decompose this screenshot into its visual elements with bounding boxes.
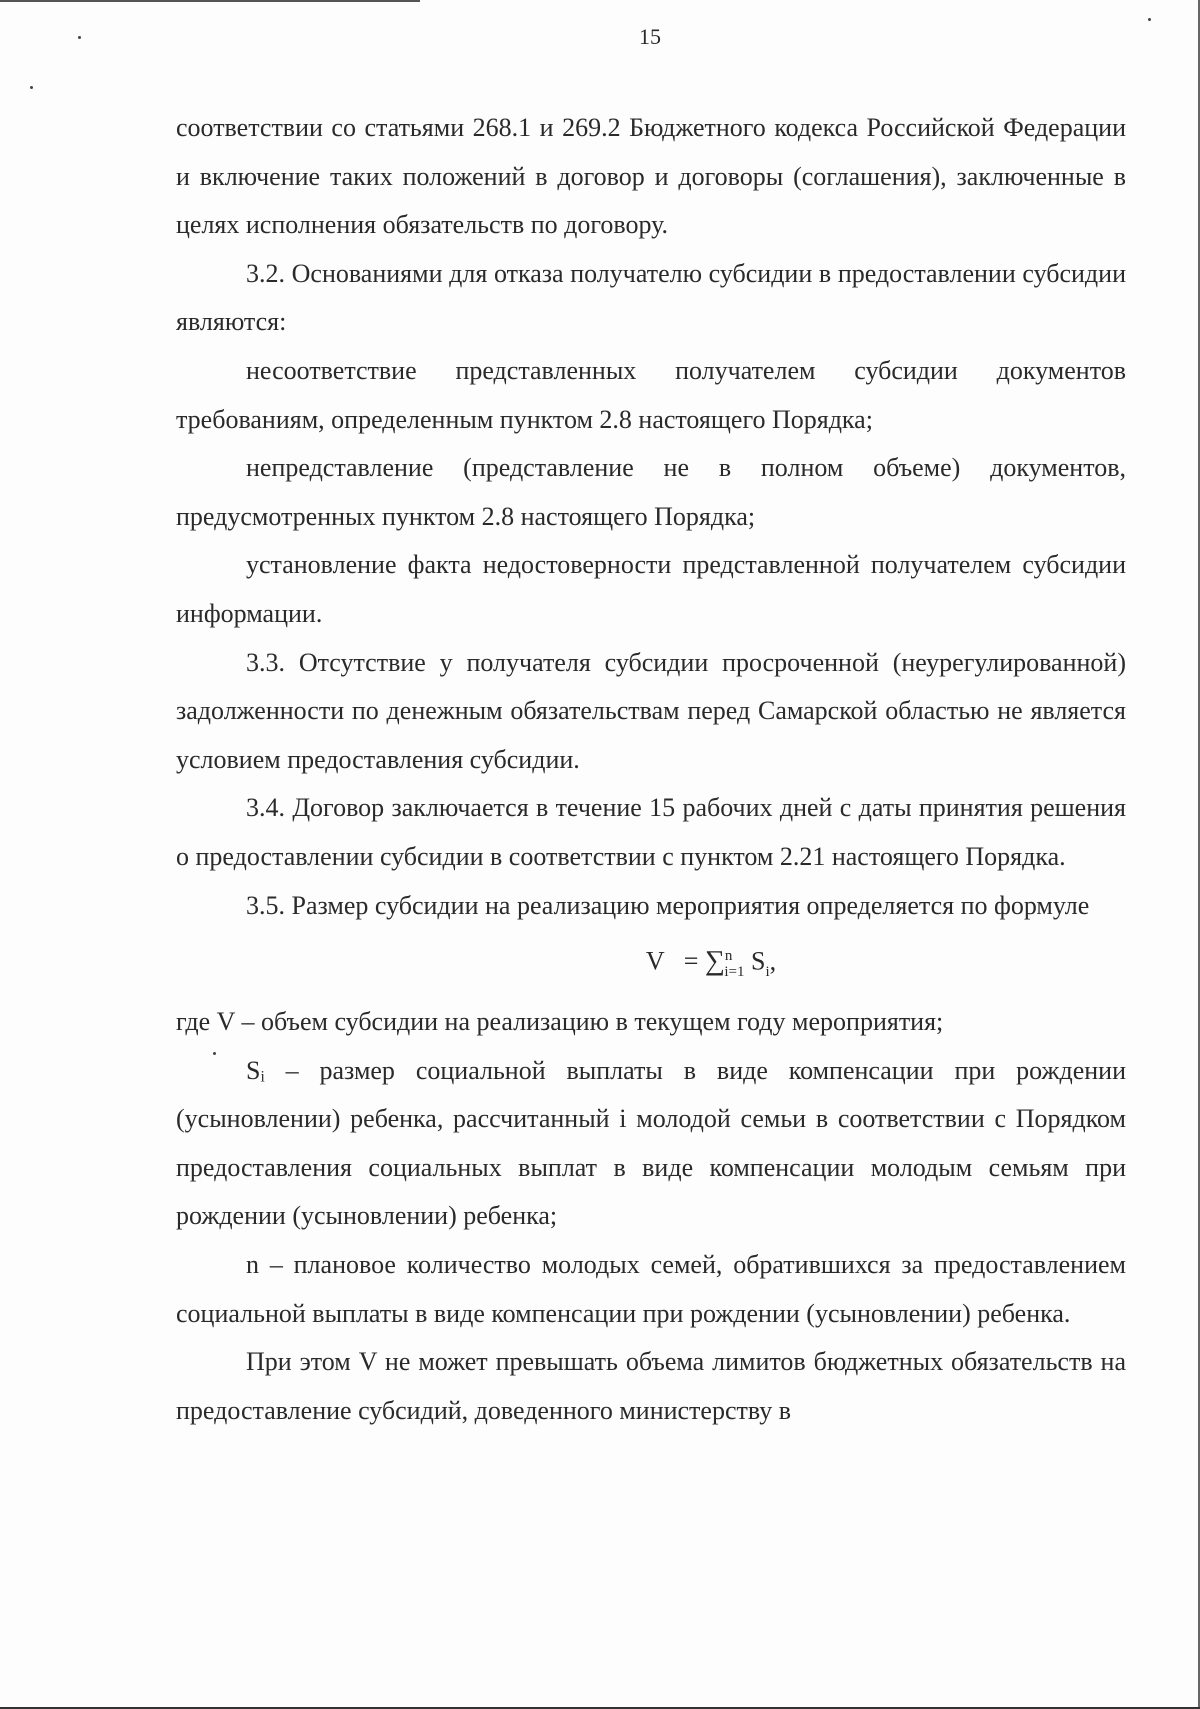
paragraph: 3.3. Отсутствие у получателя субсидии просроченной (неурегулированной) задолженности по денежным обязательствам перед Самарской областью не является условием предоставления субсидии. [176,647,1126,774]
sum-sign: ∑ [704,945,725,977]
scan-edge-top [0,0,420,2]
formula-term-sub: i [765,963,770,980]
paragraph: 3.5. Размер субсидии на реализацию мероприятия определяется по формуле [246,890,1090,920]
formula-term: S [750,946,766,976]
sum-upper: n [724,948,733,965]
paragraph: n – плановое количество молодых семей, обратившихся за предоставлением социальной выплаты в виде компенсации при рождении (усыновлении) ребенка. [176,1249,1126,1328]
scan-speck [30,86,33,89]
sum-lower: i=1 [724,963,745,980]
paragraph: При этом V не может превышать объема лимитов бюджетных обязательств на предоставление субсидий, доведенного министерству в [176,1347,1126,1425]
paragraph: несоответствие представленных получателем субсидии документов требованиям, определенным пунктом 2.8 настоящего Порядка; [176,355,1126,434]
paragraph: установление факта недостоверности представленной получателем субсидии информации. [176,550,1126,628]
subsidy-formula [176,930,1126,998]
scan-speck [1148,18,1151,21]
paragraph: 3.4. Договор заключается в течение 15 рабочих дней с даты принятия решения о предоставлении субсидии в соответствии с пунктом 2.21 настоящего Порядка. [176,793,1126,871]
formula-trail: , [769,946,777,976]
paragraph: Sᵢ – размер социальной выплаты в виде компенсации при рождении (усыновлении) ребенка, рассчитанный i молодой семьи в соответствии с Порядком предоставления социальных выплат в виде компенсации молодым семьям при рождении (усыновлении) ребенка; [176,1055,1126,1231]
paragraph: 3.2. Основаниями для отказа получателю субсидии в предоставлении субсидии являются: [176,258,1126,337]
paragraphs-after-formula [176,998,1126,1435]
page-number: 15 [639,24,661,49]
paragraph: где V – объем субсидии на реализацию в текущем году мероприятия; [176,1006,944,1036]
paragraph: соответствии со статьями 268.1 и 269.2 Бюджетного кодекса Российской Федерации и включение таких положений в договор и договоры (соглашения), заключенные в целях исполнения обязательств по договору. [176,113,1126,240]
paragraph: непредставление (представление не в полном объеме) документов, предусмотренных пунктом 2.8 настоящего Порядка; [176,453,1126,531]
document-body [176,104,1126,1435]
formula-equals: = [683,946,699,976]
formula-lhs: V [645,946,665,976]
paragraphs-before-formula [176,104,1126,930]
